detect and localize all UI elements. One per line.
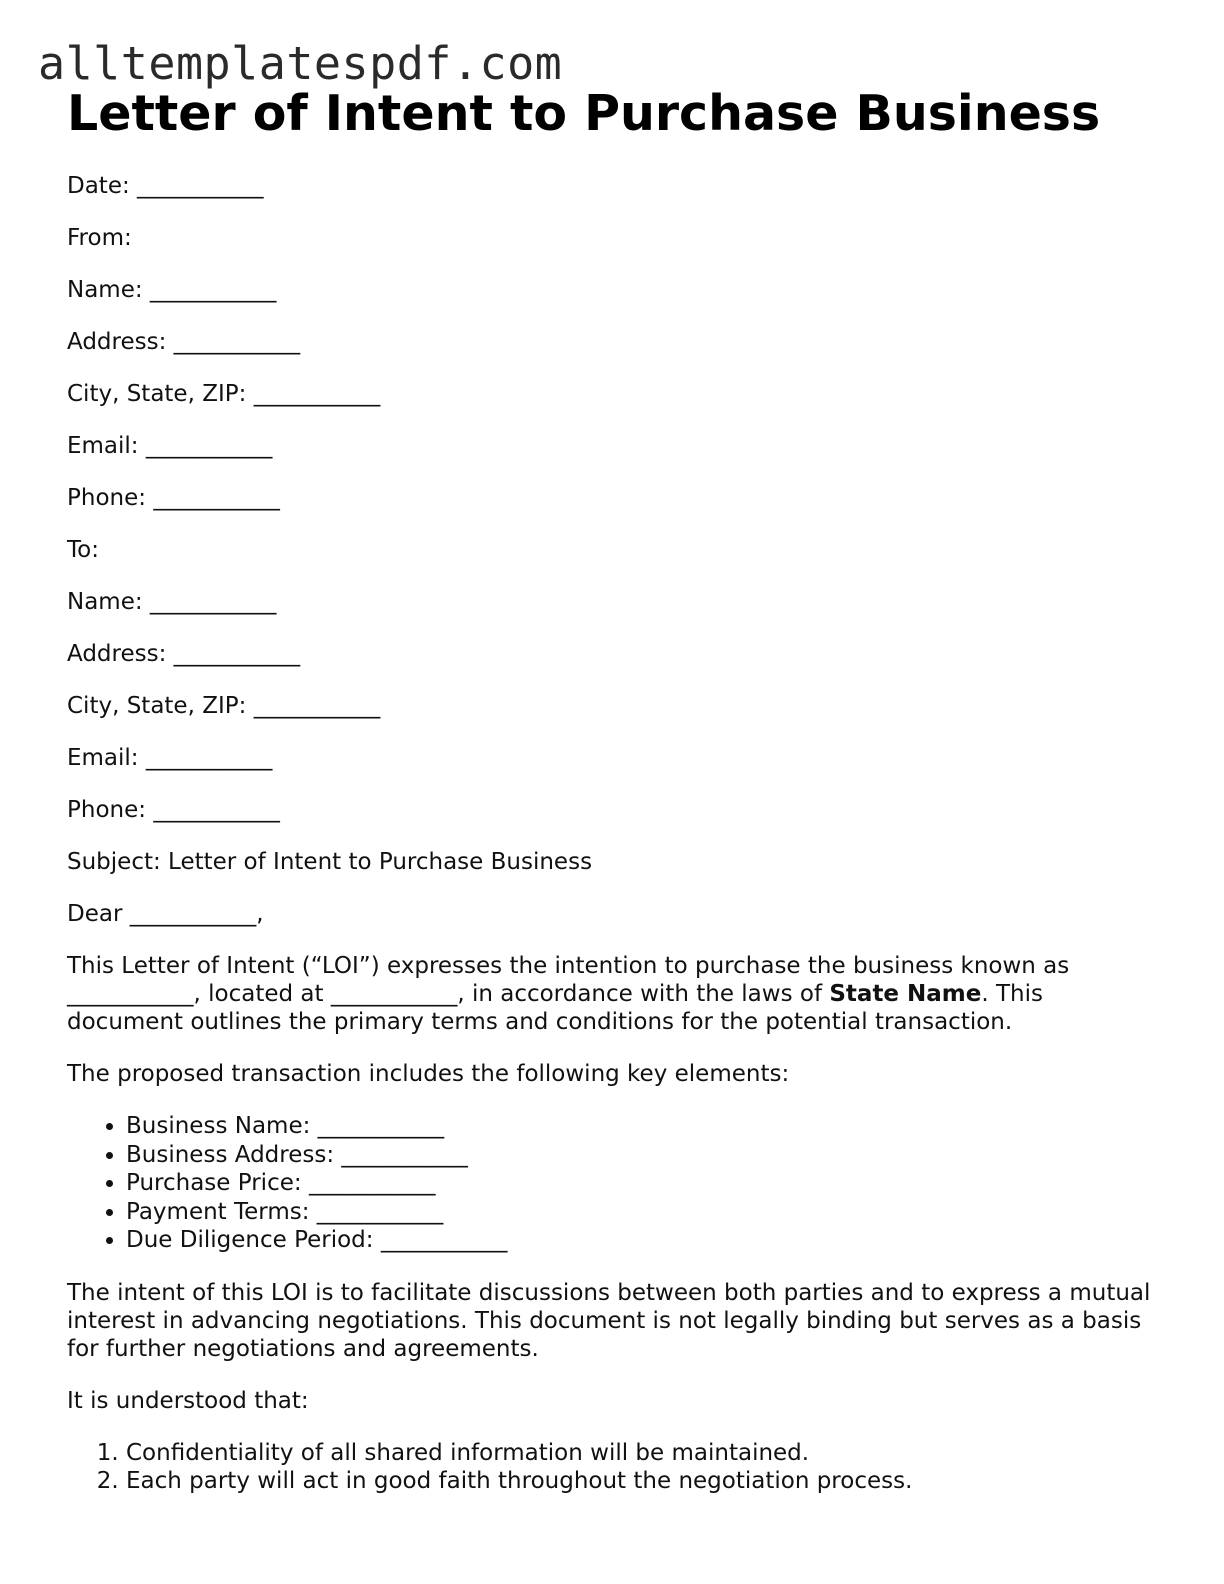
- element-blank[interactable]: ___________: [380, 1227, 508, 1253]
- to-name-line: [67, 588, 1157, 616]
- located-at-blank[interactable]: ___________: [330, 981, 458, 1007]
- list-item: 1. Confidentiality of all shared information will be maintained.: [126, 1439, 1157, 1468]
- intent-paragraph: The intent of this LOI is to facilitate discussions between both parties and to express a mutual interest in advancing negotiations. This document is not legally binding but serves as a basis for further negotiations and agreements.: [67, 1279, 1151, 1362]
- watermark: alltemplatespdf.com: [38, 37, 563, 90]
- recipient-blank[interactable]: ___________: [129, 901, 257, 927]
- field-label: Email:: [67, 433, 139, 459]
- to-city-line: [67, 692, 1157, 720]
- from-address-blank[interactable]: ___________: [173, 329, 301, 355]
- field-label: Name:: [67, 589, 143, 615]
- intro-text: , located at: [193, 981, 324, 1007]
- element-label: Business Address:: [126, 1141, 335, 1168]
- element-blank[interactable]: ___________: [317, 1113, 445, 1139]
- to-email-line: [67, 744, 1157, 772]
- field-label: City, State, ZIP:: [67, 381, 247, 407]
- to-label: To:: [67, 537, 99, 563]
- to-address-line: [67, 640, 1157, 668]
- salutation-suffix: ,: [256, 901, 264, 927]
- field-label: Address:: [67, 329, 167, 355]
- from-name-blank[interactable]: ___________: [149, 277, 277, 303]
- page-title: Letter of Intent to Purchase Business: [67, 85, 1101, 142]
- from-city-line: [67, 380, 1157, 408]
- document-page: [67, 84, 1157, 1520]
- to-phone-blank[interactable]: ___________: [153, 797, 280, 823]
- list-item: 2. Each party will act in good faith throughout the negotiation process.: [126, 1467, 1157, 1496]
- from-label: From:: [67, 225, 132, 251]
- to-email-blank[interactable]: ___________: [145, 745, 273, 771]
- understood-list: [67, 1439, 1157, 1496]
- element-blank[interactable]: ___________: [341, 1141, 468, 1168]
- to-city-blank[interactable]: ___________: [253, 693, 381, 719]
- list-item: [126, 1198, 1157, 1227]
- list-item: [126, 1169, 1157, 1198]
- to-phone-line: [67, 796, 1157, 824]
- element-label: Payment Terms:: [126, 1198, 310, 1225]
- business-known-as-blank[interactable]: ___________: [67, 981, 194, 1007]
- list-item: [126, 1141, 1157, 1170]
- intro-text: , in accordance with the laws of: [457, 981, 823, 1007]
- from-address-line: [67, 328, 1157, 356]
- from-phone-blank[interactable]: ___________: [153, 485, 280, 511]
- field-label: Phone:: [67, 485, 146, 511]
- elements-intro: The proposed transaction includes the following key elements:: [67, 1061, 790, 1087]
- from-city-blank[interactable]: ___________: [253, 381, 381, 407]
- salutation: [67, 900, 1157, 928]
- intro-text: This Letter of Intent (“LOI”) expresses the intention to purchase the business known as: [67, 953, 1070, 979]
- from-name-line: [67, 276, 1157, 304]
- from-phone-line: [67, 484, 1157, 512]
- header-fields: [67, 172, 1157, 1496]
- element-label: Purchase Price:: [126, 1170, 302, 1196]
- field-label: Email:: [67, 745, 139, 771]
- intro-text: . This document outlines the primary terms and conditions for the potential transaction.: [67, 981, 1043, 1035]
- field-label: Phone:: [67, 797, 146, 823]
- to-name-blank[interactable]: ___________: [149, 589, 277, 615]
- list-item: [126, 1112, 1157, 1141]
- list-item: [126, 1226, 1157, 1255]
- key-elements-list: [67, 1112, 1157, 1255]
- field-label: City, State, ZIP:: [67, 693, 247, 719]
- field-label: Address:: [67, 641, 167, 667]
- date-label: Date:: [67, 173, 130, 199]
- intro-paragraph: [67, 952, 1157, 1036]
- date-line: [67, 172, 1157, 200]
- element-label: Due Diligence Period:: [126, 1227, 374, 1253]
- field-label: Name:: [67, 277, 143, 303]
- subject-line: Subject: Letter of Intent to Purchase Business: [67, 849, 593, 875]
- date-blank[interactable]: ___________: [137, 173, 264, 199]
- from-email-blank[interactable]: ___________: [145, 433, 273, 459]
- element-blank[interactable]: ___________: [316, 1198, 444, 1225]
- state-name: State Name: [829, 981, 982, 1007]
- to-address-blank[interactable]: ___________: [173, 641, 301, 667]
- from-email-line: [67, 432, 1157, 460]
- element-blank[interactable]: ___________: [308, 1170, 436, 1196]
- understood-intro: It is understood that:: [67, 1387, 309, 1414]
- element-label: Business Name:: [126, 1113, 311, 1139]
- salutation-prefix: Dear: [67, 901, 123, 927]
